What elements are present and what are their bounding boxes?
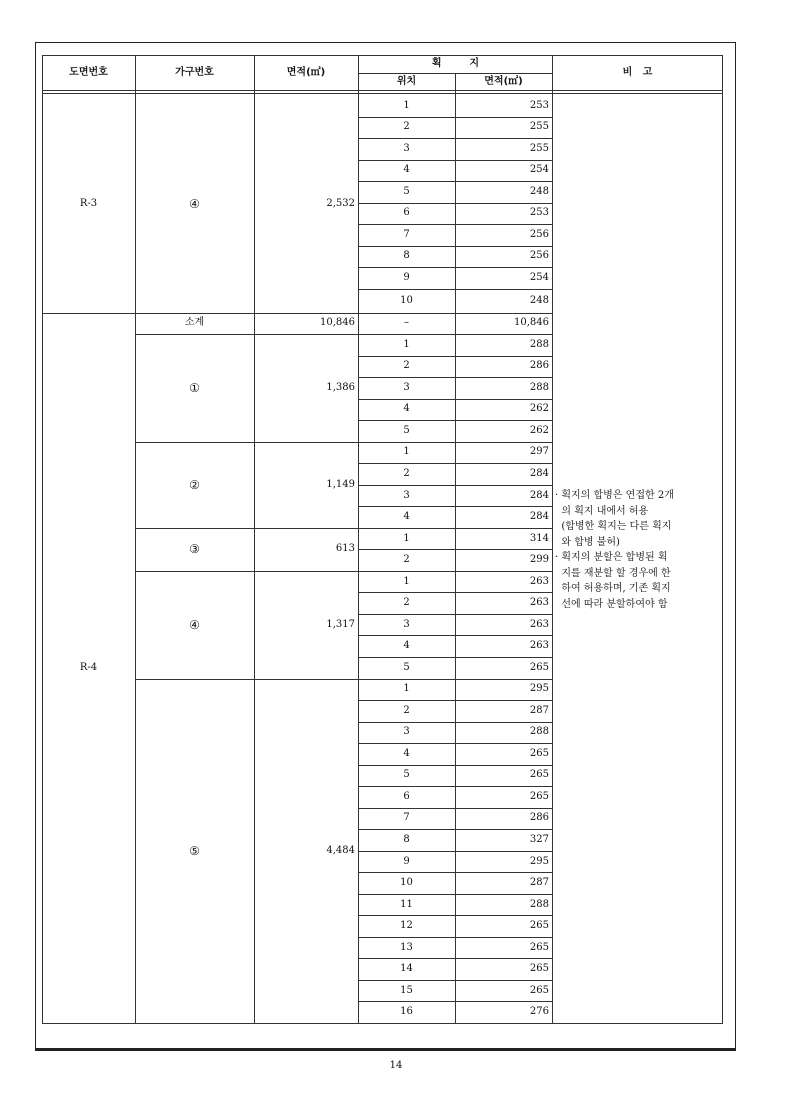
block-area-cell: 1,149 (326, 478, 355, 490)
group-row-rule (42, 313, 135, 314)
lot-area-cell: 284 (529, 467, 549, 479)
lot-position-cell: 5 (403, 769, 410, 781)
lot-area-cell: 265 (529, 920, 549, 932)
header-bottom-rule-2 (42, 93, 723, 94)
lot-area-cell: 263 (529, 597, 549, 609)
block-number-cell: ⑤ (189, 843, 200, 858)
lot-area-cell: 248 (529, 294, 549, 306)
lot-area-cell: 263 (529, 618, 549, 630)
table-top-border (42, 55, 723, 56)
block-area-cell: 4,484 (326, 844, 355, 856)
lot-position-cell: 1 (403, 338, 410, 350)
lot-row-rule (358, 937, 553, 938)
lot-area-cell: 286 (529, 812, 549, 824)
lot-position-cell: 6 (403, 790, 410, 802)
lot-row-rule (358, 915, 553, 916)
lot-area-cell: 265 (529, 941, 549, 953)
block-area-cell: 10,846 (320, 317, 355, 329)
lot-row-rule (358, 506, 553, 507)
lot-position-cell: 3 (403, 618, 410, 630)
lot-area-cell: 265 (529, 747, 549, 759)
lot-position-cell: 3 (403, 381, 410, 393)
lot-position-cell: 4 (403, 403, 410, 415)
block-area-cell: 1,317 (326, 618, 355, 630)
header-bottom-rule-1 (42, 90, 723, 91)
lot-position-cell: 9 (403, 855, 410, 867)
drawing-number-cell: R-4 (79, 661, 98, 673)
lot-row-rule (358, 420, 553, 421)
lot-area-cell: 265 (529, 661, 549, 673)
lot-position-cell: 5 (403, 185, 410, 197)
lot-position-cell: 3 (403, 726, 410, 738)
lot-position-cell: 3 (403, 142, 410, 154)
lot-row-rule (358, 765, 553, 766)
header-lot-area: 면적(㎡) (484, 76, 523, 87)
remarks-line: 의 획지 내에서 허용 (555, 505, 649, 517)
lot-area-cell: 314 (529, 532, 549, 544)
block-row-rule (135, 442, 358, 443)
block-number-cell: ② (189, 477, 200, 492)
lot-area-cell: 265 (529, 790, 549, 802)
lot-position-cell: 4 (403, 511, 410, 523)
lot-position-cell: 8 (403, 250, 410, 262)
lot-area-cell: 262 (529, 424, 549, 436)
lot-area-cell: 295 (529, 855, 549, 867)
lot-area-cell: 299 (529, 554, 549, 566)
lot-area-cell: 254 (529, 271, 549, 283)
block-number-cell: ④ (189, 617, 200, 632)
lot-row-rule (358, 958, 553, 959)
lot-area-cell: 255 (529, 121, 549, 133)
block-row-rule (135, 571, 358, 572)
lot-area-cell: 287 (529, 877, 549, 889)
lot-row-rule (358, 289, 553, 290)
lot-position-cell: 2 (403, 704, 410, 716)
remarks-line: 지를 재분할 할 경우에 한 (555, 567, 671, 579)
remarks-line: · 획지의 분할은 합병된 획 (555, 552, 668, 563)
lot-row-rule (358, 743, 553, 744)
lot-row-rule (358, 786, 553, 787)
lot-area-cell: 276 (529, 1006, 549, 1018)
lot-position-cell: 5 (403, 661, 410, 673)
block-number-cell: ③ (189, 542, 200, 557)
lot-row-rule (358, 808, 553, 809)
group-row-rule (42, 1023, 135, 1024)
lot-row-rule (358, 203, 553, 204)
lot-area-cell: 284 (529, 511, 549, 523)
lot-row-rule (358, 851, 553, 852)
lot-area-cell: 256 (529, 250, 549, 262)
lot-row-rule (358, 635, 553, 636)
lot-position-cell: 14 (400, 963, 413, 975)
lot-position-cell: 16 (400, 1006, 413, 1018)
lot-row-rule (358, 246, 553, 247)
lot-area-cell: 288 (529, 338, 549, 350)
block-area-cell: 2,532 (326, 197, 355, 209)
lot-position-cell: 7 (403, 812, 410, 824)
lot-position-cell: 3 (403, 489, 410, 501)
lot-position-cell: – (404, 317, 409, 329)
lot-area-cell: 255 (529, 142, 549, 154)
block-row-rule (135, 313, 358, 314)
block-number-cell: 소계 (184, 317, 205, 329)
lot-row-rule (358, 485, 553, 486)
lot-position-cell: 9 (403, 271, 410, 283)
lot-area-cell: 254 (529, 164, 549, 176)
lot-row-rule (358, 377, 553, 378)
lot-row-rule (358, 138, 553, 139)
lot-position-cell: 10 (400, 877, 413, 889)
lot-position-cell: 13 (400, 941, 413, 953)
lot-position-cell: 2 (403, 597, 410, 609)
block-number-cell: ① (189, 380, 200, 395)
block-area-cell: 613 (335, 543, 355, 555)
lot-area-cell: 265 (529, 769, 549, 781)
lot-position-cell: 4 (403, 640, 410, 652)
lot-row-rule (358, 1023, 553, 1024)
lot-row-rule (358, 117, 553, 118)
lot-position-cell: 4 (403, 164, 410, 176)
lot-row-rule (358, 1001, 553, 1002)
lot-row-rule (358, 980, 553, 981)
lot-area-cell: 265 (529, 963, 549, 975)
lot-position-cell: 2 (403, 121, 410, 133)
page-frame-bottom-rule (35, 1049, 736, 1051)
lot-position-cell: 11 (400, 898, 413, 910)
remarks-line: 하여 허용하며, 기존 획지 (555, 583, 671, 594)
lot-area-cell: 327 (529, 833, 549, 845)
remarks-line: 와 합병 불허) (555, 536, 620, 548)
lot-area-cell: 248 (529, 185, 549, 197)
lot-position-cell: 1 (403, 99, 410, 111)
lot-area-cell: 288 (529, 898, 549, 910)
lot-table (42, 55, 723, 1024)
lot-row-rule (358, 722, 553, 723)
lot-area-cell: 284 (529, 489, 549, 501)
remarks-line: 선에 따라 분할하여야 함 (555, 598, 668, 610)
header-drawing-no: 도면번호 (69, 67, 108, 78)
lot-row-rule (358, 829, 553, 830)
remarks-line: (합병한 획지는 다른 획지 (555, 521, 672, 532)
lot-area-cell: 253 (529, 99, 549, 111)
lot-row-rule (358, 700, 553, 701)
lot-row-rule (358, 894, 553, 895)
lot-row-rule (358, 267, 553, 268)
header-area: 면적(㎡) (286, 67, 326, 78)
lot-position-cell: 12 (400, 920, 413, 932)
lot-area-cell: 297 (529, 446, 549, 458)
lot-area-cell: 288 (529, 726, 549, 738)
col-line-5 (552, 55, 553, 1024)
block-row-rule (135, 334, 358, 335)
lot-position-cell: 5 (403, 424, 410, 436)
header-block-no: 가구번호 (175, 67, 214, 78)
lot-row-rule (358, 614, 553, 615)
lot-row-rule (358, 313, 553, 314)
drawing-number-cell: R-3 (79, 197, 98, 209)
remarks-line: · 획지의 합병은 연접한 2개 (555, 490, 674, 501)
lot-area-cell: 295 (529, 683, 549, 695)
header-remarks: 비 고 (622, 67, 653, 78)
block-row-rule (135, 679, 358, 680)
lot-position-cell: 8 (403, 833, 410, 845)
lot-area-cell: 287 (529, 704, 549, 716)
lot-position-cell: 1 (403, 575, 410, 587)
lot-row-rule (358, 571, 553, 572)
lot-position-cell: 6 (403, 207, 410, 219)
page-number: 14 (389, 1060, 403, 1071)
lot-area-cell: 288 (529, 381, 549, 393)
lot-area-cell: 256 (529, 228, 549, 240)
lot-area-cell: 253 (529, 207, 549, 219)
block-row-rule (135, 528, 358, 529)
lot-position-cell: 1 (403, 446, 410, 458)
header-lot-position: 위치 (396, 76, 417, 87)
lot-position-cell: 1 (403, 532, 410, 544)
lot-row-rule (358, 356, 553, 357)
lot-position-cell: 4 (403, 747, 410, 759)
lot-row-rule (358, 549, 553, 550)
block-number-cell: ④ (189, 196, 200, 211)
lot-row-rule (358, 657, 553, 658)
lot-area-cell: 263 (529, 575, 549, 587)
lot-area-cell: 286 (529, 360, 549, 372)
lot-position-cell: 1 (403, 683, 410, 695)
lot-position-cell: 10 (400, 294, 413, 306)
lot-row-rule (358, 399, 553, 400)
lot-row-rule (358, 334, 553, 335)
lot-area-cell: 262 (529, 403, 549, 415)
lot-position-cell: 15 (400, 984, 413, 996)
lot-row-rule (358, 442, 553, 443)
lot-row-rule (358, 872, 553, 873)
lot-area-cell: 263 (529, 640, 549, 652)
block-area-cell: 1,386 (326, 381, 355, 393)
lot-position-cell: 2 (403, 360, 410, 372)
lot-row-rule (358, 679, 553, 680)
lot-position-cell: 7 (403, 228, 410, 240)
lot-position-cell: 2 (403, 467, 410, 479)
remarks-note (555, 488, 723, 612)
lot-position-cell: 2 (403, 554, 410, 566)
block-row-rule (135, 1023, 358, 1024)
lot-row-rule (358, 181, 553, 182)
lot-row-rule (358, 224, 553, 225)
lot-area-cell: 265 (529, 984, 549, 996)
lot-row-rule (358, 463, 553, 464)
lot-area-cell: 10,846 (514, 317, 549, 329)
lot-row-rule (358, 592, 553, 593)
lot-row-rule (358, 160, 553, 161)
lot-row-rule (358, 528, 553, 529)
header-lot: 획 지 (431, 58, 480, 69)
